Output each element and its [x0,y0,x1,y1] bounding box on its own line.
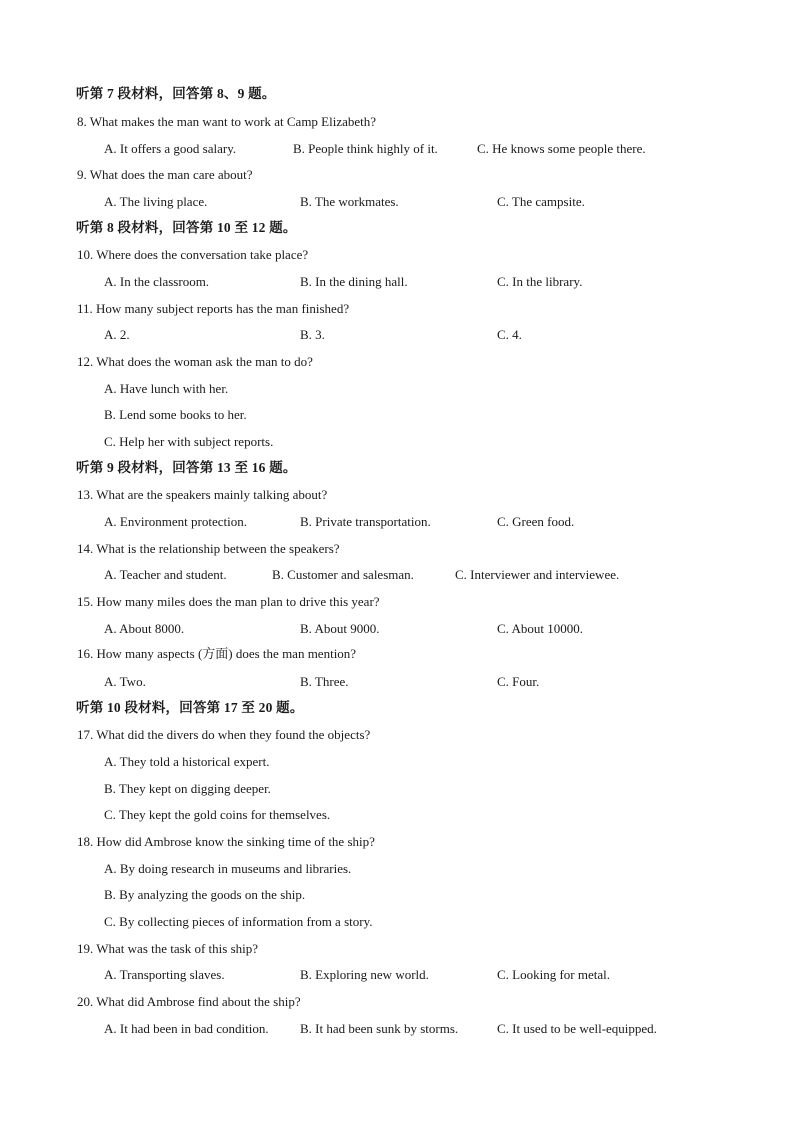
question-20-option-a: A. It had been in bad condition. [104,1021,269,1036]
question-13-option-a: A. Environment protection. [104,514,247,529]
question-16-option-a: A. Two. [104,674,146,689]
question-19-option-b: B. Exploring new world. [300,967,429,982]
question-9-option-b: B. The workmates. [300,194,399,209]
question-18-stem: 18. How did Ambrose know the sinking time of the ship? [77,834,375,849]
question-17-option-c: C. They kept the gold coins for themselves. [104,807,331,822]
question-15-stem: 15. How many miles does the man plan to drive this year? [77,594,380,609]
question-15-option-b: B. About 9000. [300,621,380,636]
question-13-option-c: C. Green food. [497,514,575,529]
question-9-option-c: C. The campsite. [497,194,585,209]
question-16-option-c: C. Four. [497,674,540,689]
question-14-option-b: B. Customer and salesman. [272,567,414,582]
question-14-option-a: A. Teacher and student. [104,567,227,582]
question-8-stem: 8. What makes the man want to work at Camp Elizabeth? [77,114,377,129]
question-20-stem: 20. What did Ambrose find about the ship? [77,994,301,1009]
question-19-option-c: C. Looking for metal. [497,967,611,982]
question-17-option-b: B. They kept on digging deeper. [104,781,271,796]
question-19-option-a: A. Transporting slaves. [104,967,225,982]
question-8-option-b: B. People think highly of it. [293,141,438,156]
question-18-option-b: B. By analyzing the goods on the ship. [104,887,306,902]
question-13-stem: 13. What are the speakers mainly talking about? [77,487,328,502]
question-20-option-b: B. It had been sunk by storms. [300,1021,459,1036]
question-17-option-a: A. They told a historical expert. [104,754,270,769]
question-10-option-c: C. In the library. [497,274,583,289]
question-11-option-a: A. 2. [104,327,130,342]
question-10-option-a: A. In the classroom. [104,274,210,289]
question-9-option-a: A. The living place. [104,194,208,209]
section-heading-10: 听第 10 段材料，回答第 17 至 20 题。 [76,700,304,715]
question-12-option-a: A. Have lunch with her. [104,381,229,396]
question-19-stem: 19. What was the task of this ship? [77,941,259,956]
question-11-option-c: C. 4. [497,327,522,342]
question-18-option-c: C. By collecting pieces of information from a story. [104,914,373,929]
question-9-stem: 9. What does the man care about? [77,167,253,182]
section-heading-8: 听第 8 段材料，回答第 10 至 12 题。 [76,220,297,235]
question-11-stem: 11. How many subject reports has the man finished? [77,301,350,316]
question-12-stem: 12. What does the woman ask the man to do? [77,354,313,369]
question-10-option-b: B. In the dining hall. [300,274,408,289]
question-16-option-b: B. Three. [300,674,349,689]
question-20-option-c: C. It used to be well-equipped. [497,1021,657,1036]
question-14-stem: 14. What is the relationship between the speakers? [77,541,340,556]
question-12-option-b: B. Lend some books to her. [104,407,247,422]
question-13-option-b: B. Private transportation. [300,514,431,529]
question-11-option-b: B. 3. [300,327,325,342]
question-18-option-a: A. By doing research in museums and libraries. [104,861,352,876]
question-8-option-a: A. It offers a good salary. [104,141,237,156]
question-10-stem: 10. Where does the conversation take place? [77,247,309,262]
question-16-stem: 16. How many aspects (方面) does the man mention? [77,646,357,661]
question-15-option-c: C. About 10000. [497,621,583,636]
question-14-option-c: C. Interviewer and interviewee. [455,567,620,582]
section-heading-9: 听第 9 段材料，回答第 13 至 16 题。 [76,460,297,475]
question-8-option-c: C. He knows some people there. [477,141,646,156]
question-12-option-c: C. Help her with subject reports. [104,434,274,449]
question-17-stem: 17. What did the divers do when they found the objects? [77,727,371,742]
question-15-option-a: A. About 8000. [104,621,185,636]
section-heading-7: 听第 7 段材料，回答第 8、9 题。 [76,86,276,101]
